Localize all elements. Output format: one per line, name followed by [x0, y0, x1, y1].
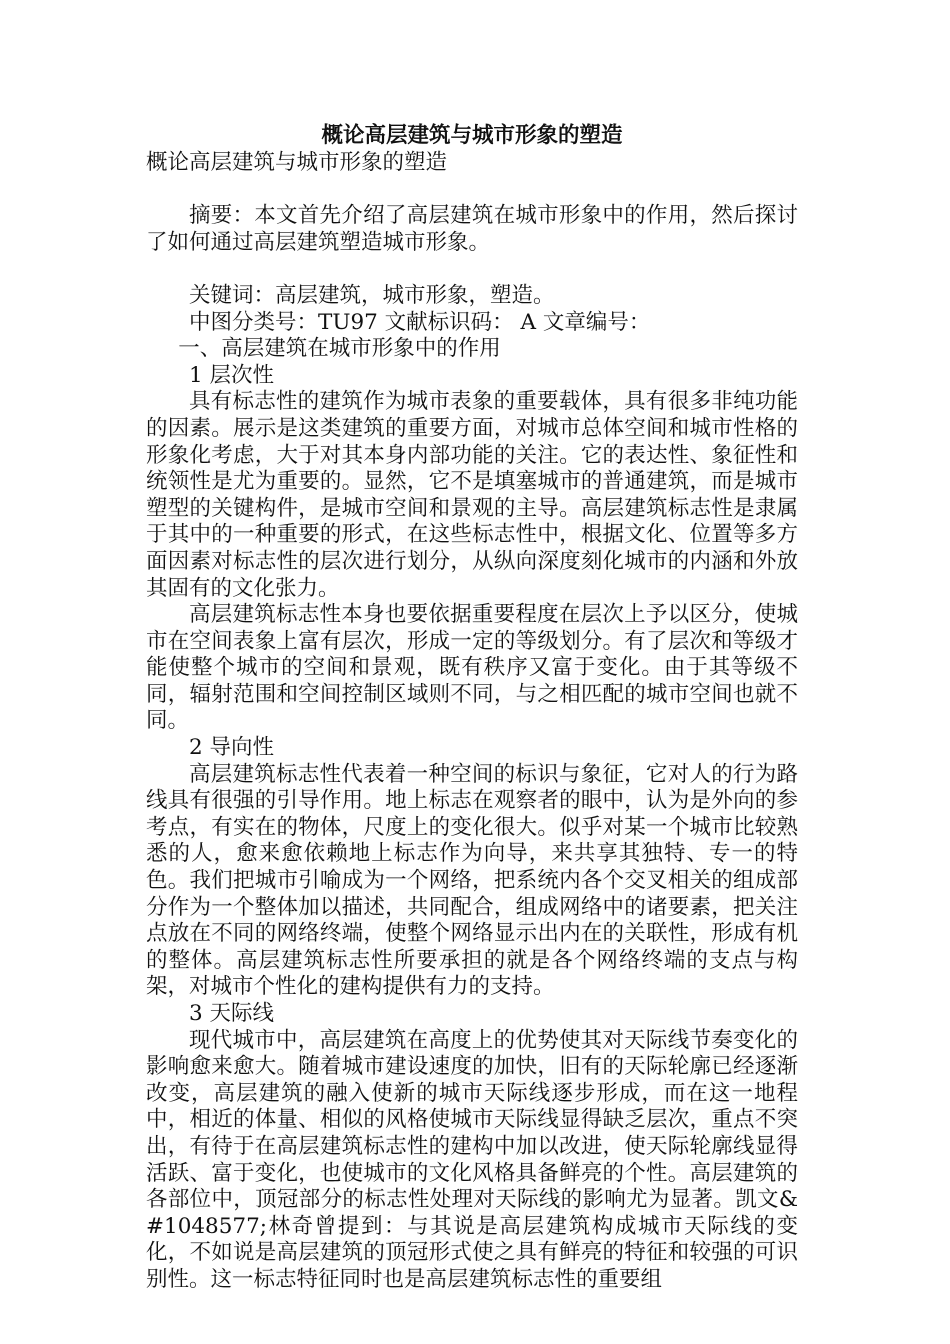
- document-page: [146, 122, 798, 1294]
- abstract-paragraph: 摘要：本文首先介绍了高层建筑在城市形象中的作用，然后探讨了如何通过高层建筑塑造城市形象。: [146, 203, 798, 255]
- keywords-line: 关键词：高层建筑，城市形象，塑造。: [189, 282, 555, 308]
- section-heading: 一、高层建筑在城市形象中的作用: [178, 336, 501, 362]
- spacer: [146, 256, 798, 283]
- body-paragraph: 现代城市中，高层建筑在高度上的优势使其对天际线节奏变化的影响愈来愈大。随着城市建设速度的加快，旧有的天际轮廓已经逐渐改变，高层建筑的融入使新的城市天际线逐步形成，而在这一地程中，相近的体量、相似的风格使城市天际线显得缺乏层次，重点不突出，有待于在高层建筑标志性的建构中加以改进，使天际轮廓线显得活跃、富于变化，也使城市的文化风格具备鲜亮的个性。高层建筑的各部位中，顶冠部分的标志性处理对天际线的影响尤为显著。凯文&#1048577;林奇曾提到：与其说是高层建筑构成城市天际线的变化，不如说是高层建筑的顶冠形式使之具有鲜亮的特征和较强的可识别性。这一标志特征同时也是高层建筑标志性的重要组: [146, 1027, 798, 1292]
- spacer: [146, 177, 798, 204]
- classification-line: 中图分类号：TU97 文献标识码： A 文章编号：: [189, 309, 651, 335]
- document-subtitle: 概论高层建筑与城市形象的塑造: [146, 150, 448, 175]
- document-title: 概论高层建筑与城市形象的塑造: [321, 123, 623, 148]
- body-paragraph: 具有标志性的建筑作为城市表象的重要载体，具有很多非纯功能的因素。展示是这类建筑的重要方面，对城市总体空间和城市性格的形象化考虑，大于对其本身内部功能的关注。它的表达性、象征性和统领性是尤为重要的。显然，它不是填塞城市的普通建筑，而是城市塑型的关键构件，是城市空间和景观的主导。高层建筑标志性是隶属于其中的一种重要的形式，在这些标志性中，根据文化、位置等多方面因素对标志性的层次进行划分，从纵向深度刻化城市的内涵和外放其固有的文化张力。: [146, 389, 798, 601]
- subsection-heading-1: 1 层次性: [189, 362, 275, 388]
- subsection-heading-2: 2 导向性: [189, 735, 275, 761]
- body-paragraph: 高层建筑标志性本身也要依据重要程度在层次上予以区分，使城市在空间表象上富有层次，形成一定的等级划分。有了层次和等级才能使整个城市的空间和景观，既有秩序又富于变化。由于其等级不同，辐射范围和空间控制区域则不同，与之相匹配的城市空间也就不同。: [146, 602, 798, 734]
- subsection-heading-3: 3 天际线: [189, 1001, 275, 1026]
- body-paragraph: 高层建筑标志性代表着一种空间的标识与象征，它对人的行为路线具有很强的引导作用。地上标志在观察者的眼中，认为是外向的参考点，有实在的物体，尺度上的变化很大。似乎对某一个城市比较熟悉的人，愈来愈依赖地上标志作为向导，来共享其独特、专一的特色。我们把城市引喻成为一个网络，把系统内各个交叉相关的组成部分作为一个整体加以描述，共同配合，组成网络中的诸要素，把关注点放在不同的网络终端，使整个网络显示出内在的关联性，形成有机的整体。高层建筑标志性所要承担的就是各个网络终端的支点与构架，对城市个性化的建构提供有力的支持。: [146, 761, 798, 1000]
